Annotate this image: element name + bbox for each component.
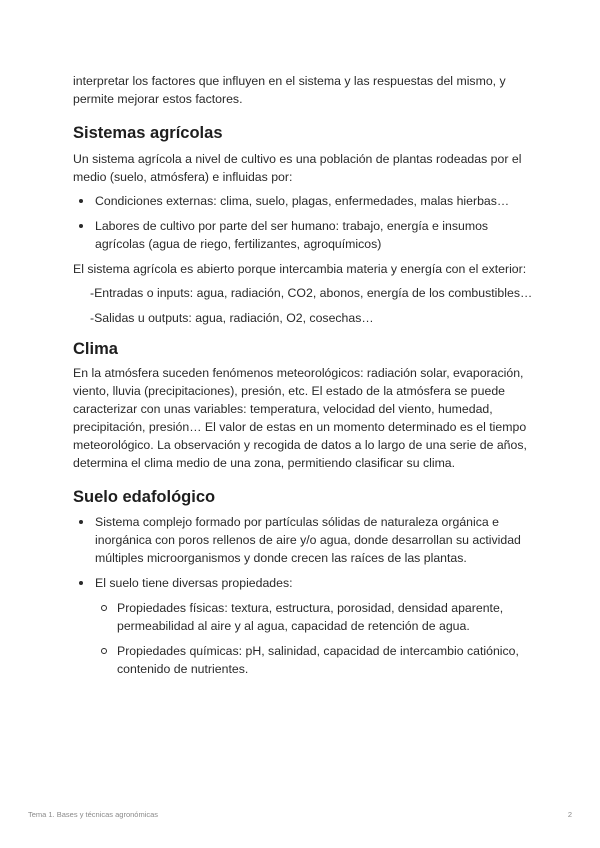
- page-content: [73, 72, 533, 678]
- sub-list-item: Propiedades químicas: pH, salinidad, capacidad de intercambio catiónico, contenido de nutrientes.: [95, 642, 533, 678]
- heading-sistemas-agricolas: Sistemas agrícolas: [73, 124, 223, 142]
- page-number: 2: [567, 810, 572, 819]
- clima-paragraph: En la atmósfera suceden fenómenos meteorológicos: radiación solar, evaporación, viento, lluvia (precipitaciones), presión, etc. El estado de la atmósfera se puede caracterizar con unas variables: temperatura, velocidad del viento, humedad, precipitación, presión… El valor de estas en un momento determinado es el tiempo meteorológico. La observación y recogida de datos a lo largo de una serie de años, determina el clima medio de una zona, permitiendo clasificar su clima.: [73, 366, 527, 470]
- list-item: [73, 574, 533, 678]
- intro-paragraph: interpretar los factores que influyen en el sistema y las respuestas del mismo, y permite mejorar estos factores.: [73, 74, 506, 106]
- heading-clima: Clima: [73, 340, 118, 358]
- footer-title: Tema 1. Bases y técnicas agronómicas: [28, 810, 159, 819]
- sistemas-paragraph-1: Un sistema agrícola a nivel de cultivo es una población de plantas rodeadas por el medio (suelo, atmósfera) e influidas por:: [73, 152, 522, 184]
- list-item-text: El suelo tiene diversas propiedades:: [95, 576, 293, 590]
- dash-item-salidas: [73, 309, 533, 327]
- dash-item-entradas: [73, 284, 533, 302]
- sistemas-bullet-list: [73, 192, 533, 253]
- suelo-sub-bullet-list: [95, 599, 533, 678]
- sistemas-paragraph-2: El sistema agrícola es abierto porque intercambia materia y energía con el exterior:: [73, 262, 527, 276]
- list-item: Sistema complejo formado por partículas sólidas de naturaleza orgánica e inorgánica con poros rellenos de aire y/o agua, donde desarrollan su actividad múltiples microorganismos y donde crecen las raíces de las plantas.: [73, 513, 533, 567]
- heading-suelo-edafologico: Suelo edafológico: [73, 488, 216, 506]
- dash-item-text: -Entradas o inputs: agua, radiación, CO2, abonos, energía de los combustibles…: [90, 286, 533, 300]
- suelo-bullet-list: [73, 513, 533, 678]
- dash-item-text: -Salidas u outputs: agua, radiación, O2, cosechas…: [90, 311, 374, 325]
- page-footer: [28, 810, 572, 819]
- sub-list-item: Propiedades físicas: textura, estructura, porosidad, densidad aparente, permeabilidad al aire y al agua, capacidad de retención de agua.: [95, 599, 533, 635]
- list-item: Condiciones externas: clima, suelo, plagas, enfermedades, malas hierbas…: [73, 192, 533, 210]
- list-item: Labores de cultivo por parte del ser humano: trabajo, energía e insumos agrícolas (agua de riego, fertilizantes, agroquímicos): [73, 217, 533, 253]
